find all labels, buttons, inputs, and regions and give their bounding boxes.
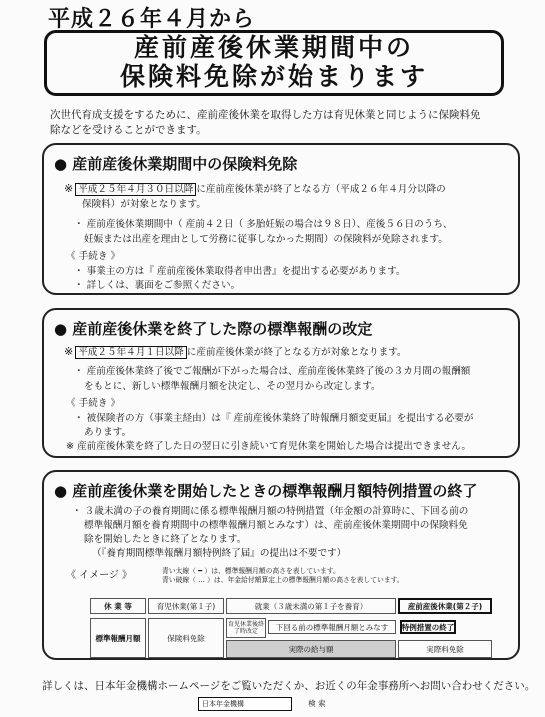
note-text: に産前産後休業が終了となる方が対象となります。 [186,347,407,358]
procedure-item-2: ・ 詳しくは、裏面をご参照ください。 [74,280,241,291]
title-line-2: 保険料免除が始まります [119,62,428,91]
note-text: に産前産後休業が終了となる方（平成２６年４月分以降の [196,184,446,195]
row-header-remuneration: 標準報酬月額 [90,618,146,658]
procedure-item-1: ・ 被保険者の方（事業主経由）は『 産前産後休業終了時報酬月額変更届』を提出する必要が [74,413,474,424]
note-mark: ※ [64,182,74,195]
body-line-4: （『養育期間標準報酬月額特例終了届』の提出は不要です） [92,548,347,559]
bullet-line-1: ・ 産前産後休業期間中（ 産前４２日（ 多胎妊娠の場合は９８日）、産後５６日のうち、 [74,219,453,230]
cell-childcare-leave: 育児休業(第１子) [148,598,224,614]
cell-actual-exemption: 実際料免除 [398,640,492,658]
note-date-box: 平成２５年４月１日以降 [75,346,187,359]
procedure-item-2: ※ 産前産後休業を終了した日の翌日に引き続いて育児休業を開始した場合は提出できません。 [66,441,472,452]
legend-dotted: 青い破線（ … ）は、年金給付額算定上の標準報酬月額の高さを表しています。 [162,576,404,584]
cell-maternity-leave: 産前産後休業(第２子) [398,598,492,614]
cell-measure-end: 特例措置の終了 [400,620,456,634]
bullet-line-2: 妊娠または出産を理由として労務に従事しなかった期間）の保険料が免除されます。 [84,234,448,245]
body-line-2: 標準報酬月額を養育期間中の標準報酬月額とみなす）は、産前産後休業期間中の保険料免 [84,520,468,531]
intro-line-1: 次世代育成支援をするために、産前産後休業を取得した方は育児休業と同じように保険料免 [50,109,481,121]
procedure-item-1b: あります。 [84,427,132,438]
intro-line-2: 除などを受けることができます。 [50,124,207,136]
search-button[interactable]: 検 索 [308,699,326,708]
section-title: ● 産前産後休業を開始したときの標準報酬月額特例措置の終了 [54,482,478,500]
note-line-2: 保険料）が対象となります。 [82,199,206,210]
legend-thick: 青い太線（ ━ ）は、標準報酬月額の高さを表しています。 [162,567,340,575]
cell-working: 就業（３歳未満の第１子を養育） [226,598,396,614]
body-line-3: 除を開始したときに終了となります。 [84,534,247,545]
header-date: 平成２６年４月から [48,7,256,32]
section-standard-remuneration [42,308,520,458]
cell-actual-salary: 実際の給与額 [226,640,396,658]
note-mark: ※ [64,345,74,358]
bullet-line-1: ・ 産前産後休業終了後でご報酬が下がった場合は、産前産後休業終了後の３カ月間の報酬額 [74,366,471,377]
cell-deemed: 下回る前の標準報酬月額とみなす [268,620,396,634]
intro-text [50,108,520,138]
section-title: ● 産前産後休業を終了した際の標準報酬の改定 [54,320,373,338]
image-diagram [90,590,502,660]
cell-premium-exemption: 保険料免除 [148,618,224,658]
body-line-1: ・ ３歳未満の子の養育期間に係る標準報酬月額の特例措置（年金額の計算時に、下回る前の [72,506,469,517]
title-line-1: 産前産後休業期間中の [133,33,414,62]
note-date-box: 平成２５年４月３０日以降 [75,183,196,196]
procedure-label: 《 手続き 》 [66,398,121,409]
procedure-item-1: ・ 事業主の方は『 産前産後休業取得者申出書』を提出する必要があります。 [74,266,406,277]
section-title: ● 産前産後休業期間中の保険料免除 [54,155,298,173]
row-header-leave: 休 業 等 [90,598,146,614]
search-input[interactable]: 日本年金機構 [198,697,292,711]
footer-text: 詳しくは、日本年金機構ホームページをご覧いただくか、お近くの年金事務所へお問い合わせください。 [42,680,536,692]
note-line [64,344,407,360]
note-line [64,181,446,197]
procedure-label: 《 手続き 》 [66,251,121,262]
image-label: 《 イメージ 》 [66,570,133,581]
bullet-line-2: をもとに、新しい標準報酬月額を決定し、その翌月から改定します。 [84,381,381,392]
title-box [44,30,504,96]
cell-revision: 育児休業後終了時改定 [226,618,266,638]
section-premium-exemption [42,143,520,295]
